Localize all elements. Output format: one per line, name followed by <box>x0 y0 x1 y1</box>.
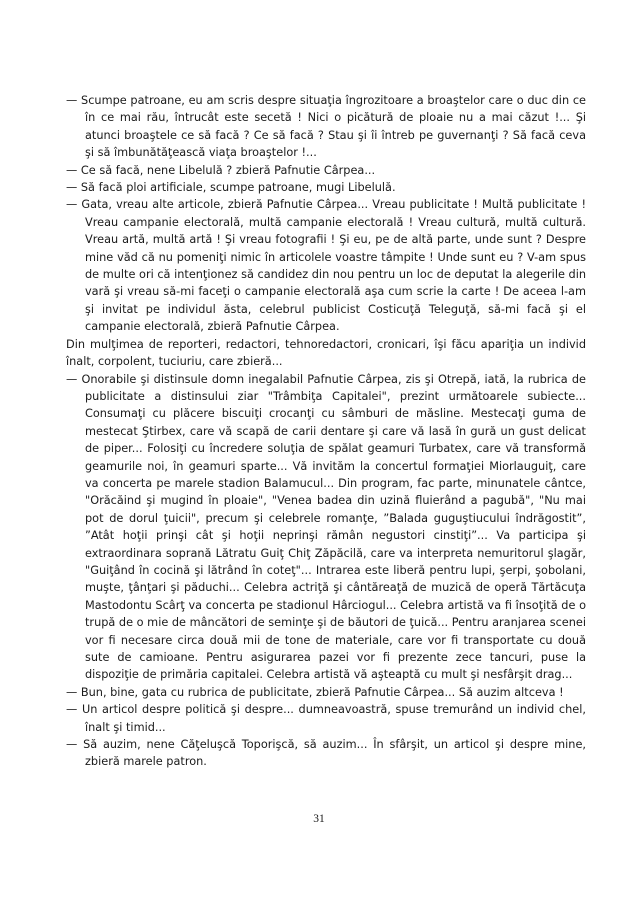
narration-paragraph: Din mulţimea de reporteri, redactori, tehnoredactori, cronicari, îşi făcu apariţia un individ înalt, corpolent, tuciuriu, care zbieră... <box>66 337 586 369</box>
dialogue-paragraph: — Să auzim, nene Căţeluşcă Toporişcă, să auzim... În sfârşit, un articol şi despre mine, zbieră marele patron. <box>66 738 586 769</box>
dialogue-paragraph: — Ce să facă, nene Libelulă ? zbieră Pafnutie Cârpea... <box>66 163 376 177</box>
dialogue-paragraph: — Onorabile şi distinsule domn inegalabil Pafnutie Cârpea, zis şi Otrepă, iată, la rubrica de publicitate a distinsului ziar "Trâmbiţa Capitalei", prezint următoarele subiecte... Consumaţi cu plăcere biscuiţi crocanţi cu sâmburi de măsline. Mestecaţi guma de mestecat Ştirbex, care vă scapă de carii dentare şi care vă lasă în gură un gust delicat de piper... Folosiţi cu încredere soluţia de spălat geamuri Turbatex, care vă transformă geamurile noi, în geamuri sparte... Vă invităm la concertul formaţiei Miorlauguiţ, care va concerta pe marele stadion Balamucul... Din program, fac parte, minunatele cântce, "Orăcăind şi mugind în ploaie", "Venea badea din uzină fluierând a pagubă", "Nu mai pot de dorul ţuicii", precum şi celebrele romanţe, ”Balada guguştiucului îndrăgostit”, ”Atât hoţii prinşi cât şi hoţii neprinşi rămân negustori cinstiţi”... Va participa şi extraordinara soprană Lătratu Guiţ Chiţ Zăpăcilă, care va interpreta nemuritorul şlagăr, "Guiţând în cocină şi lătrând în coteţ"... Intrarea este liberă pentru lupi, şerpi, şobolani, muşte, ţânţari şi păduchi... Celebra actriţă şi cântăreaţă de muzică de operă Tărtăcuţa Mastodontu Scârţ va concerta pe stadionul Hârciogul... Celebra artistă va fi însoţită de o trupă de o mie de mâncători de seminţe şi de băutori de ţuică... Pentru aranjarea scenei vor fi necesare circa două mii de tone de materiale, care vor fi transportate cu două sute de camioane. Pentru asigurarea pazei vor fi prezente zece tancuri, puse la dispoziţie de primăria capitalei. Celebra artistă vă aşteaptă cu mult şi nesfârşit drag... <box>66 372 586 682</box>
dialogue-paragraph: — Să facă ploi artificiale, scumpe patroane, mugi Libelulă. <box>66 181 396 195</box>
dialogue-paragraph: — Gata, vreau alte articole, zbieră Pafnutie Cârpea... Vreau publicitate ! Multă publicitate ! Vreau campanie electorală, multă campanie electorală ! Vreau cultură, multă cultură. Vreau artă, multă artă ! Şi vreau fotografii ! Şi eu, pe de altă parte, unde sunt ? Despre mine văd că nu pomeniţi nimic în articolele voastre tâmpite ! Unde sunt eu ? V-am spus de multe ori că intenţionez să candidez din nou pentru un loc de deputat la alegerile din vară şi vreau să-mi faceţi o campanie electorală aşa cum scrie la carte ! De aceea l-am şi invitat pe individul ăsta, celebrul publicist Costicuţă Teleguţă, să-mi facă şi el campanie electorală, zbieră Pafnutie Cârpea. <box>66 198 586 334</box>
page-body <box>66 92 586 771</box>
dialogue-paragraph: — Scumpe patroane, eu am scris despre situaţia îngrozitoare a broaştelor care o duc din ce în ce mai rău, întrucât este secetă ! Nici o picătură de ploaie nu a mai căzut !... Şi atunci broaştele ce să facă ? Ce să facă ? Stau şi îi întreb pe guvernanţi ? Să facă ceva şi să îmbunătăţească viaţa broaştelor !... <box>66 94 586 160</box>
page-number: 31 <box>313 813 325 825</box>
dialogue-paragraph: — Un articol despre politică şi despre... dumneavoastră, spuse tremurând un individ chel, înalt şi timid... <box>66 703 586 734</box>
dialogue-paragraph: — Bun, bine, gata cu rubrica de publicitate, zbieră Pafnutie Cârpea... Să auzim altceva ! <box>66 685 564 699</box>
